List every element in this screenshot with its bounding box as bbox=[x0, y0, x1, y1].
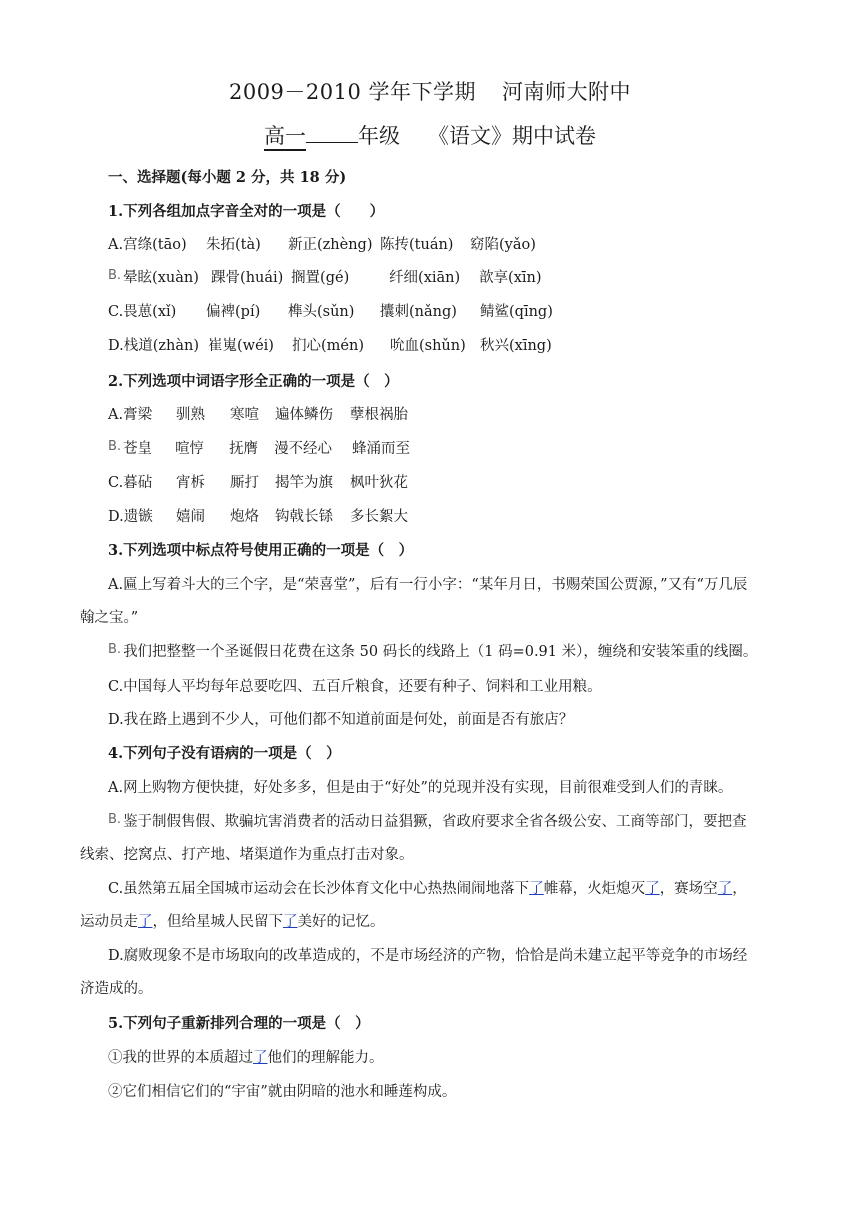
q4-c-text: C.虽然第五届全国城市运动会在长沙体育文化中心热热闹闹地落下 bbox=[108, 881, 530, 897]
q4-option-d-line2: 济造成的。 bbox=[80, 981, 153, 997]
option-b-label: B. bbox=[108, 268, 122, 283]
q1-option-c bbox=[108, 300, 553, 321]
q1-d-item: 秋兴(xīng) bbox=[480, 338, 552, 354]
q4-option-c-line1 bbox=[108, 877, 747, 898]
option-b-label: B. bbox=[108, 812, 122, 827]
q3-option-d: D.我在路上遇到不少人，可他们都不知道前面是何处，前面是否有旅店？ bbox=[108, 712, 574, 728]
q2-c-item: C.暮砧 bbox=[108, 475, 153, 491]
q2-a-item: A.膏梁 bbox=[108, 407, 153, 423]
q2-b-item: 苍皇 bbox=[123, 441, 153, 457]
q4-option-c-line2 bbox=[80, 910, 385, 931]
q1-stem: 1.下列各组加点字音全对的一项是（ ） bbox=[108, 203, 385, 220]
q4-option-b-line1 bbox=[108, 810, 747, 831]
hyperlink-le[interactable]: 了 bbox=[529, 881, 544, 897]
q1-a-item: 窈陷(yǎo) bbox=[470, 237, 536, 253]
q4-b-text: 鉴于制假售假、欺骗坑害消费者的活动日益猖獗，省政府要求全省各级公安、工商等部门，要把查 bbox=[123, 814, 747, 830]
q2-b-item: 蜂涌而至 bbox=[352, 441, 411, 457]
q3-option-b bbox=[108, 640, 757, 661]
q4-stem: 4.下列句子没有语病的一项是（ ） bbox=[108, 745, 341, 762]
q3-option-a-line1: A.匾上写着斗大的三个字，是“荣喜堂”，后有一行小字：“某年月日，书赐荣国公贾源，”又有“万几辰 bbox=[108, 577, 748, 593]
q1-option-d bbox=[108, 334, 552, 355]
q2-c-item: 揭竿为旗 bbox=[275, 475, 333, 491]
q4-c-text: 美好的记忆。 bbox=[297, 914, 385, 930]
q5-sentence-2: ②它们相信它们的“宇宙”就由阴暗的池水和睡莲构成。 bbox=[108, 1084, 457, 1100]
q1-b-item: 搁置(gé) bbox=[291, 270, 350, 286]
title-grade: 高一 bbox=[264, 124, 306, 148]
q4-c-text: ，赛场空 bbox=[659, 881, 718, 897]
q3-b-text: 我们把整整一个圣诞假日花费在这条 50 码长的线路上（1 码=0.91 米），缠绕和安装笨重的线圈。 bbox=[123, 644, 758, 660]
hyperlink-le[interactable]: 了 bbox=[283, 914, 298, 930]
hyperlink-le[interactable]: 了 bbox=[253, 1050, 268, 1066]
q1-a-item: A.宫绦(tāo) bbox=[108, 237, 187, 253]
q1-c-item: 榫头(sǔn) bbox=[288, 304, 355, 320]
q3-option-c: C.中国每人平均每年总要吃四、五百斤粮食，还要有种子、饲料和工业用粮。 bbox=[108, 679, 602, 695]
q2-a-item: 遍体鳞伤 bbox=[275, 407, 333, 423]
grade-blank bbox=[306, 124, 358, 143]
option-b-label: B. bbox=[108, 642, 122, 657]
q1-d-item: 扪心(mén) bbox=[292, 338, 364, 354]
q2-d-item: 炮烙 bbox=[230, 509, 259, 525]
q1-b-item: 踝骨(huái) bbox=[211, 270, 284, 286]
q4-option-d-line1: D.腐败现象不是市场取向的改革造成的，不是市场经济的产物，恰恰是尚未建立起平等竞争的市场经 bbox=[108, 948, 748, 964]
q4-c-text: 运动员走 bbox=[80, 914, 138, 930]
q1-c-item: C.畏葸(xǐ) bbox=[108, 304, 177, 320]
option-b-label: B. bbox=[108, 439, 122, 454]
q2-d-item: D.遗镞 bbox=[108, 509, 153, 525]
q2-b-item: 漫不经心 bbox=[274, 441, 333, 457]
q3-stem: 3.下列选项中标点符号使用正确的一项是（ ） bbox=[108, 542, 414, 559]
q4-c-text: ， bbox=[732, 881, 747, 897]
q1-a-item: 朱拓(tà) bbox=[206, 237, 261, 253]
q2-b-item: 抚膺 bbox=[229, 441, 259, 457]
q5-stem: 5.下列句子重新排列合理的一项是（ ） bbox=[108, 1015, 370, 1032]
q1-a-item: 新正(zhèng) bbox=[288, 237, 373, 253]
q5-s1-text: ①我的世界的本质超过 bbox=[108, 1050, 253, 1066]
q1-option-a bbox=[108, 233, 536, 254]
q2-d-item: 多长絮大 bbox=[350, 509, 408, 525]
hyperlink-le[interactable]: 了 bbox=[645, 881, 660, 897]
title-school: 河南师大附中 bbox=[502, 80, 632, 104]
q4-c-text: ，但给星城人民留下 bbox=[152, 914, 283, 930]
q1-option-b bbox=[108, 266, 542, 287]
q2-c-item: 厮打 bbox=[230, 475, 259, 491]
q2-a-item: 孽根祸胎 bbox=[350, 407, 408, 423]
q1-b-item: 歆享(xīn) bbox=[479, 270, 542, 286]
q2-c-item: 枫叶狄花 bbox=[350, 475, 408, 491]
q2-option-d bbox=[108, 505, 408, 526]
exam-title-line1 bbox=[0, 76, 860, 106]
q1-c-item: 攮刺(nǎng) bbox=[380, 304, 457, 320]
q4-option-a: A.网上购物方便快捷，好处多多，但是由于“好处”的兑现并没有实现，目前很难受到人们的青睐。 bbox=[108, 780, 733, 796]
q2-b-item: 喧悙 bbox=[175, 441, 205, 457]
q2-a-item: 驯熟 bbox=[176, 407, 205, 423]
q1-c-item: 偏裨(pí) bbox=[206, 304, 261, 320]
q2-d-item: 嬉闹 bbox=[176, 509, 205, 525]
q2-stem: 2.下列选项中词语字形全正确的一项是（ ） bbox=[108, 373, 399, 390]
q1-d-item: 吮血(shǔn) bbox=[390, 338, 466, 354]
q2-option-b bbox=[108, 437, 410, 458]
q2-c-item: 宵柝 bbox=[176, 475, 205, 491]
q1-b-item: 纤细(xiān) bbox=[389, 270, 461, 286]
hyperlink-le[interactable]: 了 bbox=[717, 881, 733, 897]
q1-b-item: 晕眩(xuàn) bbox=[123, 270, 199, 286]
q3-option-a-line2: 翰之宝。” bbox=[80, 610, 139, 626]
title-grade-suffix: 年级 bbox=[358, 124, 400, 148]
hyperlink-le[interactable]: 了 bbox=[138, 914, 153, 930]
title-exam: 《语文》期中试卷 bbox=[428, 124, 596, 148]
q2-d-item: 钩戟长铩 bbox=[275, 509, 333, 525]
q2-option-c bbox=[108, 471, 408, 492]
q2-option-a bbox=[108, 403, 408, 424]
q1-d-item: D.栈道(zhàn) bbox=[108, 338, 199, 354]
section-heading: 一、选择题(每小题 2 分，共 18 分) bbox=[108, 169, 347, 186]
q1-c-item: 鲭鲨(qīng) bbox=[480, 304, 553, 320]
q1-d-item: 崔嵬(wéi) bbox=[208, 338, 274, 354]
q4-option-b-line2: 线索、挖窝点、打产地、堵渠道作为重点打击对象。 bbox=[80, 847, 414, 863]
title-year: 2009－2010 学年下学期 bbox=[228, 80, 477, 104]
q2-a-item: 寒喧 bbox=[230, 407, 259, 423]
q5-sentence-1 bbox=[108, 1046, 384, 1067]
q5-s1-text: 他们的理解能力。 bbox=[267, 1050, 384, 1066]
q1-a-item: 陈抟(tuán) bbox=[380, 237, 454, 253]
exam-title-line2 bbox=[0, 120, 860, 150]
q4-c-text: 帷幕，火炬熄灭 bbox=[543, 881, 646, 897]
